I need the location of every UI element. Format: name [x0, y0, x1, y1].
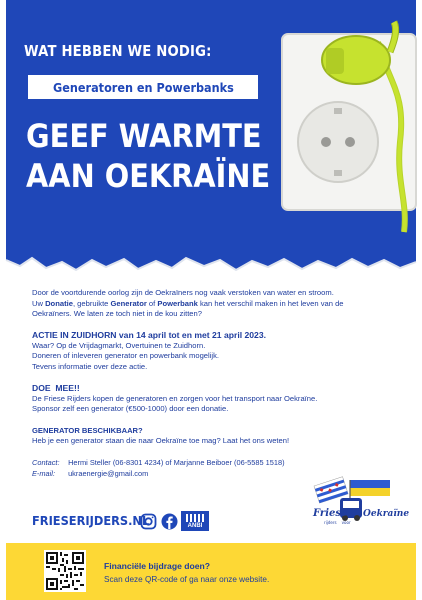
actie-line-1: Waar? Op de Vrijdagmarkt, Overtuinen te Zuidhorn. — [32, 340, 206, 350]
email-label: E-mail: — [32, 469, 55, 479]
generator-line-1: Heb je een generator staan die naar Oekraïne toe mag? Laat het ons weten! — [32, 435, 290, 445]
intro-paragraph-2 — [32, 299, 402, 310]
headline-line-1: GEEF WARMTE — [26, 117, 262, 155]
kicker-heading: WAT HEBBEN WE NODIG: — [24, 42, 212, 60]
qr-code[interactable] — [44, 550, 86, 592]
footer-banner — [6, 543, 416, 600]
logo-word-friese: Friese — [313, 508, 348, 519]
instagram-icon[interactable] — [140, 513, 157, 530]
intro-paragraph-1: Door de voortdurende oorlog zijn de Oekraïners nog vaak verstoken van water en stroom. — [32, 288, 334, 297]
intro-text: of — [146, 298, 158, 308]
poster — [6, 0, 416, 600]
doe-mee-title: DOE MEE!! — [32, 382, 80, 393]
anbi-mark-icon — [186, 514, 204, 522]
headline-line-2: AAN OEKRAÏNE — [26, 157, 271, 195]
anbi-badge — [181, 511, 209, 531]
actie-line-3: Tevens informatie over deze actie. — [32, 361, 148, 371]
subtitle-text: Generatoren en Powerbanks — [52, 79, 234, 95]
intro-text: , gebruikte — [72, 298, 111, 308]
contact-row — [32, 457, 402, 468]
doe-mee-line-1: De Friese Rijders kopen de generatoren en zorgen voor het transport naar Oekraïne. — [32, 393, 318, 403]
intro-paragraph-3: Oekraïners. We laten ze toch niet in de kou zitten? — [32, 309, 202, 319]
torn-paper-edge — [6, 248, 416, 288]
logo-small-text: rijders voor — [324, 520, 351, 525]
subtitle-banner — [28, 75, 258, 99]
intro-powerbank: Powerbank — [157, 298, 198, 308]
intro-text: Uw — [32, 298, 46, 308]
footer-title: Financiële bijdrage doen? — [104, 561, 211, 571]
contact-value: Hermi Steller (06-8301 4234) of Marjanne Beiboer (06-5585 1518) — [68, 458, 285, 468]
email-link[interactable]: ukraenergie@gmail.com — [68, 469, 149, 479]
social-icons — [140, 513, 178, 530]
intro-text: kan het verschil maken in het leven van de — [197, 298, 344, 308]
footer-subtitle: Scan deze QR-code of ga naar onze website. — [104, 575, 270, 584]
actie-line-2: Doneren of inleveren generator en powerbank mogelijk. — [32, 351, 220, 361]
power-socket-illustration — [268, 22, 416, 232]
logo-word-oekraine: Oekraïne — [363, 509, 410, 519]
body-content — [32, 288, 402, 479]
intro-donatie: Donatie — [45, 298, 73, 308]
actie-title: ACTIE IN ZUIDHORN van 14 april tot en met 21 april 2023. — [32, 329, 267, 340]
website-link[interactable]: FRIESERIJDERS.NL — [32, 514, 150, 528]
friese-rijders-logo — [310, 474, 410, 534]
anbi-label: ANBI — [187, 523, 203, 529]
headline — [26, 116, 270, 196]
generator-title: GENERATOR BESCHIKBAAR? — [32, 425, 143, 435]
doe-mee-line-2: Sponsor zelf een generator (€500-1000) door een donatie. — [32, 404, 229, 414]
intro-generator: Generator — [110, 298, 147, 308]
contact-label: Contact: — [32, 458, 60, 468]
facebook-icon[interactable] — [161, 513, 178, 530]
